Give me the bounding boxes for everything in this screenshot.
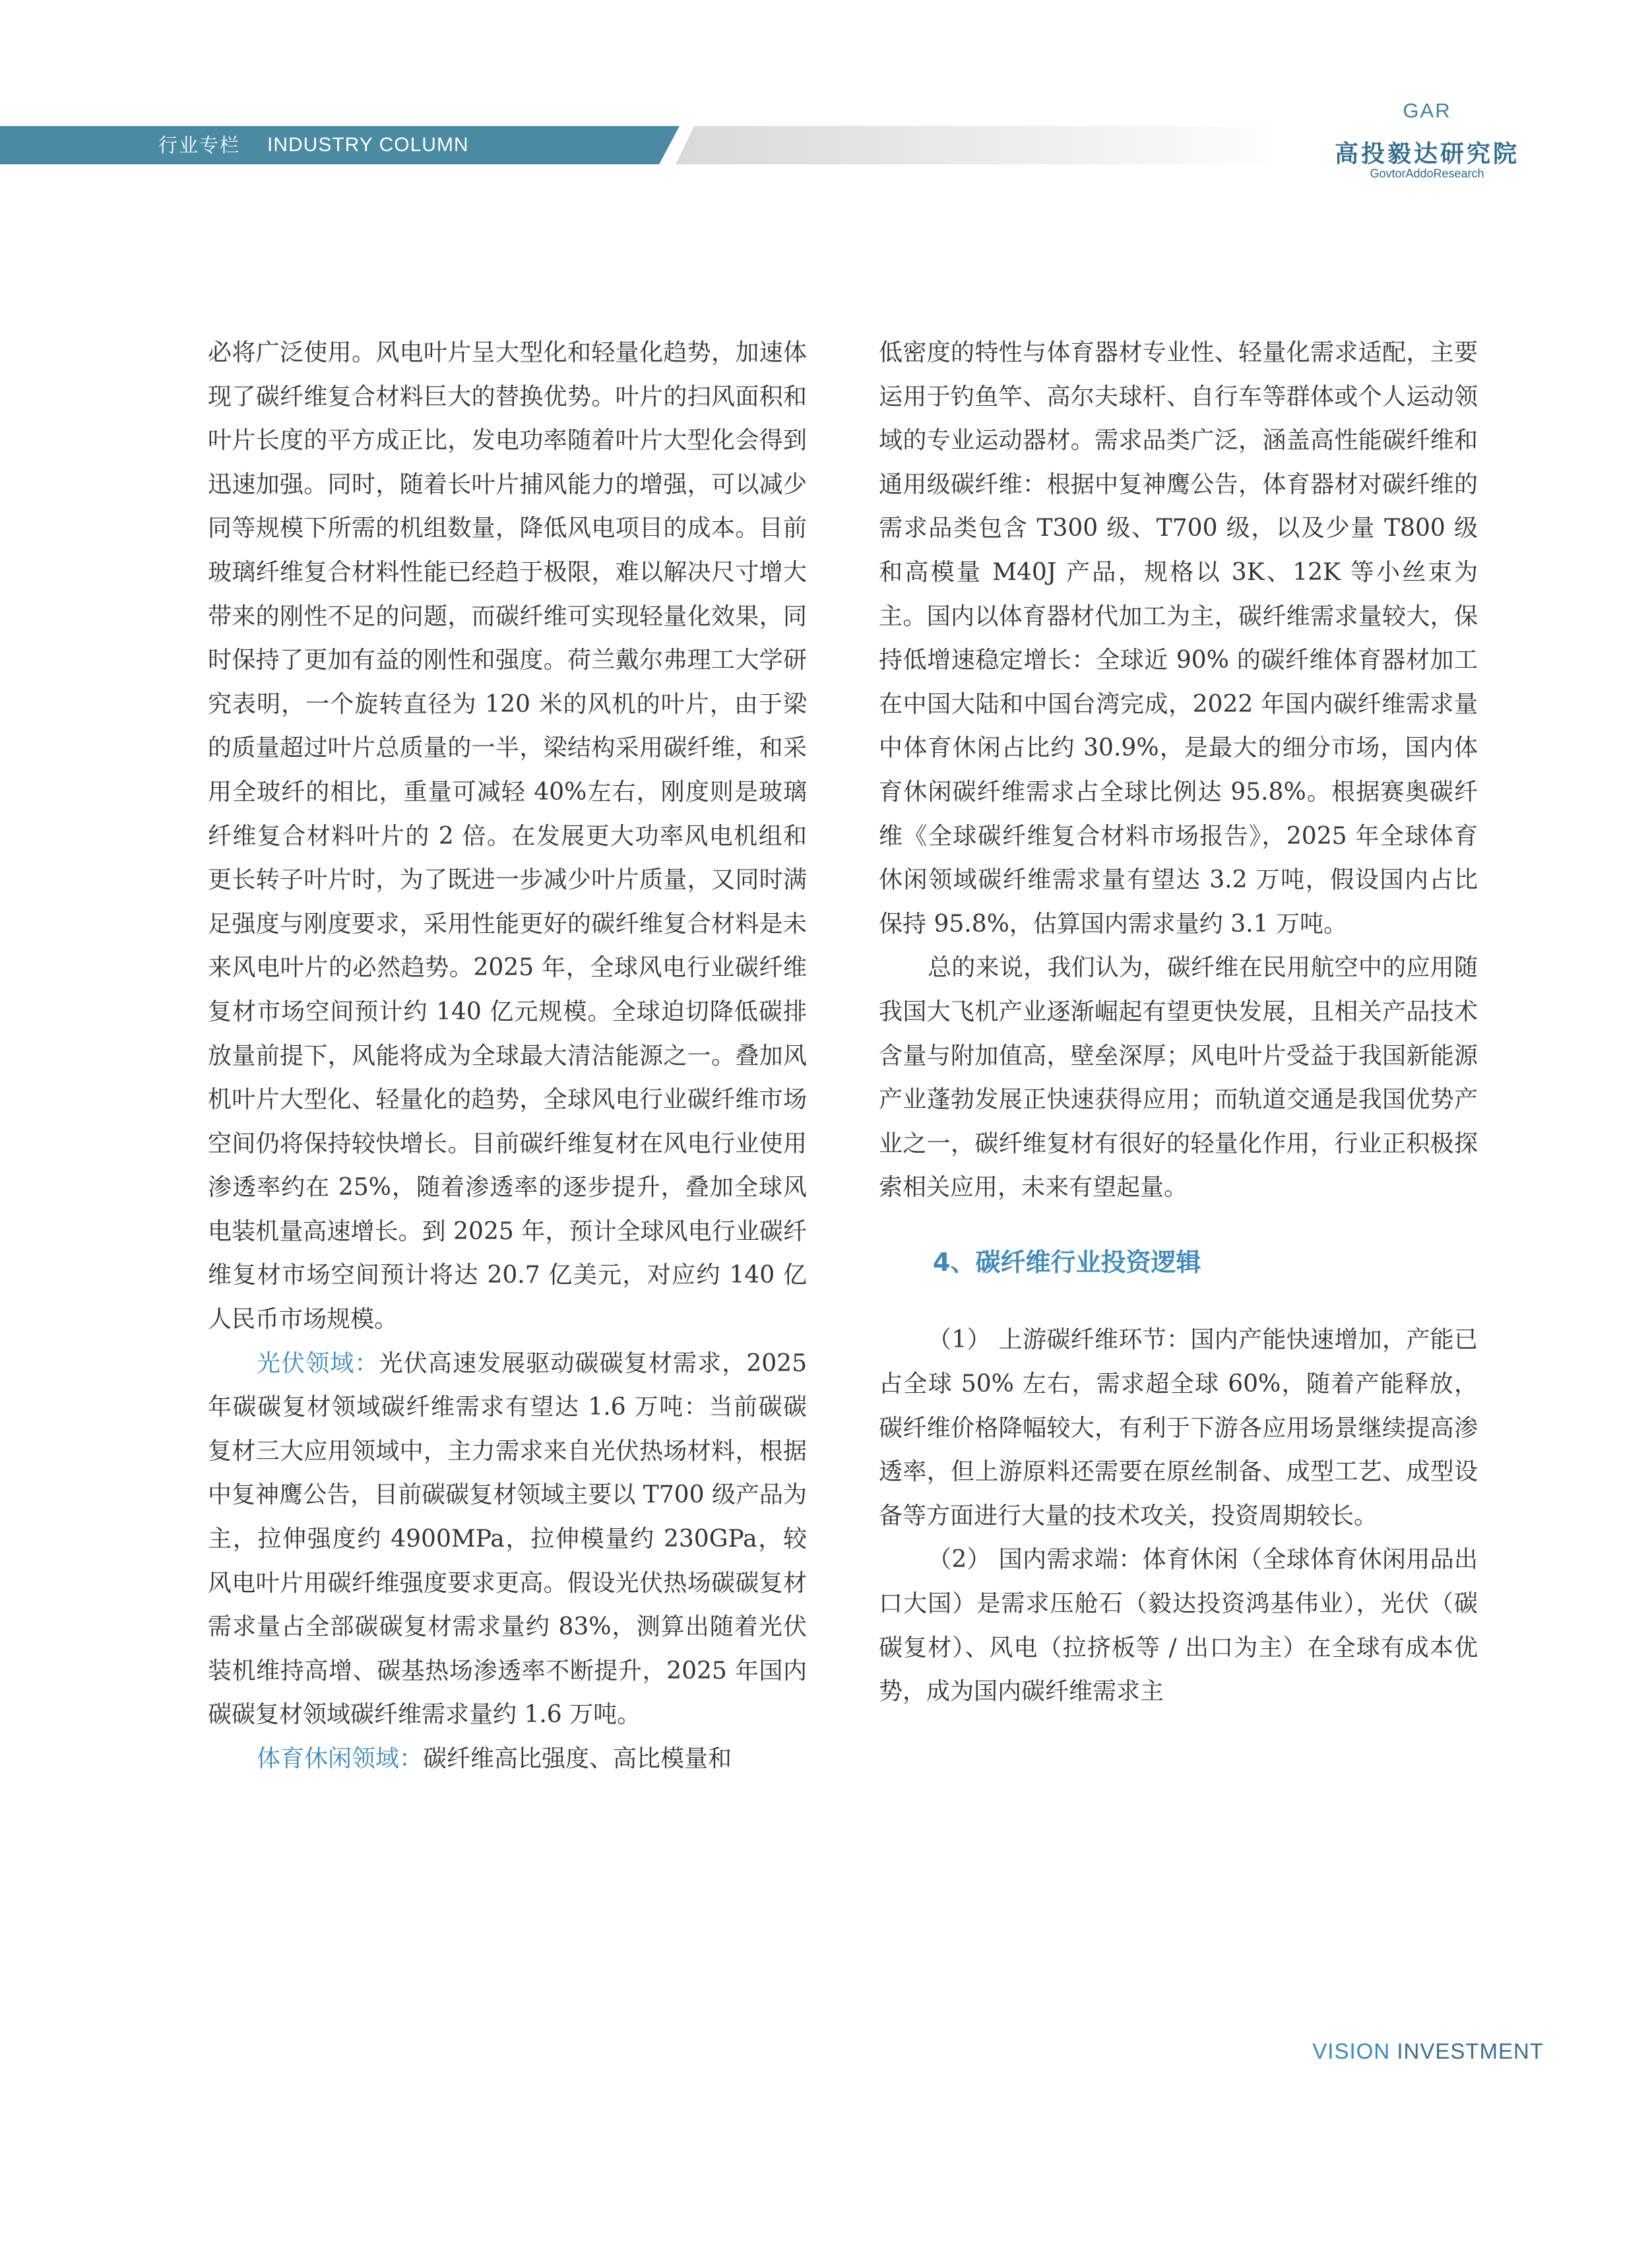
footer-brand: [1280, 2039, 1544, 2064]
paragraph-body: 光伏高速发展驱动碳碳复材需求，2025 年碳碳复材领域碳纤维需求有望达 1.6 万吨：当前碳碳复材三大应用领域中，主力需求来自光伏热场材料，根据中复神鹰公告，目前碳碳复材领域主要以 T700 级产品为主，拉伸强度约 4900MPa，拉伸模量约 230GPa，较风电叶片用碳纤维强度要求更高。假设光伏热场碳碳复材需求量占全部碳碳复材需求量约 83%，测算出随着光伏装机维持高增、碳基热场渗透率不断提升，2025 年国内碳碳复材领域碳纤维需求量约 1.6 万吨。: [208, 1349, 807, 1729]
paragraph: （1） 上游碳纤维环节：国内产能快速增加，产能已占全球 50% 左右，需求超全球 60%，随着产能释放，碳纤维价格降幅较大，有利于下游各应用场景继续提高渗透率，但上游原料还需要在原丝制备、成型工艺、成型设备等方面进行大量的技术攻关，投资周期较长。: [879, 1326, 1478, 1529]
paragraph: 必将广泛使用。风电叶片呈大型化和轻量化趋势，加速体现了碳纤维复合材料巨大的替换优势。叶片的扫风面积和叶片长度的平方成正比，发电功率随着叶片大型化会得到迅速加强。同时，随着长叶片捕风能力的增强，可以减少同等规模下所需的机组数量，降低风电项目的成本。目前玻璃纤维复合材料性能已经趋于极限，难以解决尺寸增大带来的刚性不足的问题，而碳纤维可实现轻量化效果，同时保持了更加有益的刚性和强度。荷兰戴尔弗理工大学研究表明，一个旋转直径为 120 米的风机的叶片，由于梁的质量超过叶片总质量的一半，梁结构采用碳纤维，和采用全玻纤的相比，重量可减轻 40%左右，刚度则是玻璃纤维复合材料叶片的 2 倍。在发展更大功率风电机组和更长转子叶片时，为了既进一步减少叶片质量，又同时满足强度与刚度要求，采用性能更好的碳纤维复合材料是未来风电叶片的必然趋势。2025 年，全球风电行业碳纤维复材市场空间预计约 140 亿元规模。全球迫切降低碳排放量前提下，风能将成为全球最大清洁能源之一。叠加风机叶片大型化、轻量化的趋势，全球风电行业碳纤维市场空间仍将保持较快增长。目前碳纤维复材在风电行业使用渗透率约在 25%，随着渗透率的逐步提升，叠加全球风电装机量高速增长。到 2025 年，预计全球风电行业碳纤维复材市场空间预计将达 20.7 亿美元，对应约 140 亿人民币市场规模。: [208, 339, 807, 1334]
paragraph: （2） 国内需求端：体育休闲（全球体育休闲用品出口大国）是需求压舱石（毅达投资鸿基伟业），光伏（碳碳复材）、风电（拉挤板等 / 出口为主）在全球有成本优势，成为国内碳纤维需求主: [879, 1546, 1478, 1706]
footer-vision: VISION: [1312, 2039, 1391, 2063]
logo-abbreviation: GAR: [1403, 99, 1451, 122]
footer-investment: INVESTMENT: [1397, 2039, 1544, 2063]
logo-name-cn: 高投毅达研究院: [1334, 141, 1519, 168]
paragraph-lead: 体育休闲领域：: [257, 1745, 424, 1772]
column-title-en: INDUSTRY COLUMN: [267, 134, 469, 156]
paragraph-lead: 光伏领域：: [257, 1349, 379, 1377]
right-column: [879, 331, 1478, 1714]
paragraph: [208, 1342, 807, 1737]
header-band-fade: [676, 126, 1296, 164]
paragraph: 低密度的特性与体育器材专业性、轻量化需求适配，主要运用于钓鱼竿、高尔夫球杆、自行车等群体或个人运动领域的专业运动器材。需求品类广泛，涵盖高性能碳纤维和通用级碳纤维：根据中复神鹰公告，体育器材对碳纤维的需求品类包含 T300 级、T700 级，以及少量 T800 级和高模量 M40J 产品，规格以 3K、12K 等小丝束为主。国内以体育器材代加工为主，碳纤维需求量较大，保持低增速稳定增长：全球近 90% 的碳纤维体育器材加工在中国大陆和中国台湾完成，2022 年国内碳纤维需求量中体育休闲占比约 30.9%，是最大的细分市场，国内体育休闲碳纤维需求占全球比例达 95.8%。根据赛奥碳纤维《全球碳纤维复合材料市场报告》，2025 年全球体育休闲领域碳纤维需求量有望达 3.2 万吨，假设国内占比保持 95.8%，估算国内需求量约 3.1 万吨。: [879, 339, 1478, 938]
paragraph-body: 碳纤维高比强度、高比模量和: [423, 1745, 732, 1772]
logo-name-en: GovtorAddoResearch: [1370, 167, 1484, 180]
paragraph: [208, 1737, 807, 1782]
paragraph: 总的来说，我们认为，碳纤维在民用航空中的应用随我国大飞机产业逐渐崛起有望更快发展，且相关产品技术含量与附加值高，壁垒深厚；风电叶片受益于我国新能源产业蓬勃发展正快速获得应用；而轨道交通是我国优势产业之一，碳纤维复材有很好的轻量化作用，行业正积极探索相关应用，未来有望起量。: [879, 954, 1478, 1202]
column-title-cn: 行业专栏: [158, 134, 241, 156]
left-column: [208, 331, 807, 1782]
section-heading: 4、碳纤维行业投资逻辑: [933, 1247, 1201, 1277]
